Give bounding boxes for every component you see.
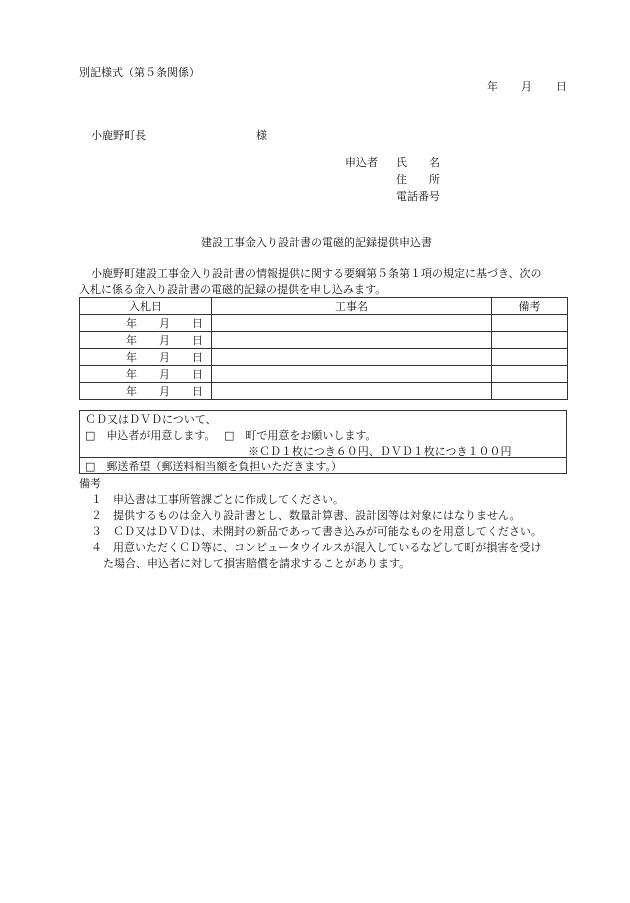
table-row [80, 349, 568, 366]
date-year-label: 年 [487, 80, 498, 93]
project-name-cell[interactable] [212, 349, 492, 366]
bid-date-cell[interactable]: 年 月 日 [80, 349, 212, 366]
table-header-row [80, 298, 568, 315]
remarks-cell[interactable] [492, 332, 568, 349]
project-name-cell[interactable] [212, 332, 492, 349]
remarks-cell[interactable] [492, 349, 568, 366]
note-item-3: ３ ＣＤ又はＤＶＤは、未開封の新品であって書き込みが可能なものを用意してください。 [91, 525, 542, 538]
document-title: 建設工事金入り設計書の電磁的記録提供申込書 [201, 236, 432, 249]
applicant-label: 申込者 [345, 156, 378, 169]
option-mail-delivery[interactable]: □ 郵送希望（郵送料相当額を負担いただきます。） [85, 460, 343, 473]
bid-date-cell[interactable]: 年 月 日 [80, 366, 212, 383]
table-row [80, 383, 568, 400]
table-row [80, 366, 568, 383]
header-bid-date: 入札日 [80, 298, 212, 315]
price-note: ※ＣＤ１枚につき６０円、ＤＶＤ１枚につき１００円 [248, 445, 512, 458]
project-name-cell[interactable] [212, 315, 492, 332]
remarks-cell[interactable] [492, 383, 568, 400]
project-name-cell[interactable] [212, 366, 492, 383]
note-item-2: ２ 提供するものは金入り設計書とし、数量計算書、設計図等は対象にはなりません。 [91, 509, 521, 522]
option-town-provides[interactable]: □ 町で用意をお願いします。 [224, 429, 377, 442]
bid-date-cell[interactable]: 年 月 日 [80, 332, 212, 349]
form-label: 別記様式（第５条関係） [79, 66, 200, 79]
applicant-phone-label: 電話番号 [396, 190, 440, 203]
header-project-name: 工事名 [212, 298, 492, 315]
note-item-1: １ 申込書は工事所管課ごとに作成してください。 [91, 493, 344, 506]
bid-date-cell[interactable]: 年 月 日 [80, 315, 212, 332]
addressee-name: 小鹿野町長 [91, 129, 146, 142]
table-row [80, 315, 568, 332]
project-name-cell[interactable] [212, 383, 492, 400]
bid-table [79, 297, 568, 400]
addressee-honorific: 様 [256, 129, 267, 142]
remarks-cell[interactable] [492, 315, 568, 332]
note-item-4: ４ 用意いただくＣＤ等に、コンピュータウイルスが混入しているなどして町が損害を受け [91, 541, 542, 554]
date-day-label: 日 [556, 80, 567, 93]
table-row [80, 332, 568, 349]
option-applicant-provides[interactable]: □ 申込者が用意します。 [85, 429, 216, 442]
header-remarks: 備考 [492, 298, 568, 315]
media-heading: ＣＤ又はＤＶＤについて、 [85, 413, 217, 426]
applicant-name-label: 氏 名 [396, 156, 440, 169]
applicant-address-label: 住 所 [396, 173, 440, 186]
notes-heading: 備考 [79, 477, 101, 490]
note-item-4-continued: た場合、申込者に対して損害賠償を請求することがあります。 [103, 557, 411, 570]
remarks-cell[interactable] [492, 366, 568, 383]
date-month-label: 月 [521, 80, 532, 93]
intro-line-2: 入札に係る金入り設計書の電磁的記録の提供を申し込みます。 [79, 283, 387, 296]
intro-line-1: 小鹿野町建設工事金入り設計書の情報提供に関する要綱第５条第１項の規定に基づき、次の [91, 267, 542, 280]
bid-date-cell[interactable]: 年 月 日 [80, 383, 212, 400]
